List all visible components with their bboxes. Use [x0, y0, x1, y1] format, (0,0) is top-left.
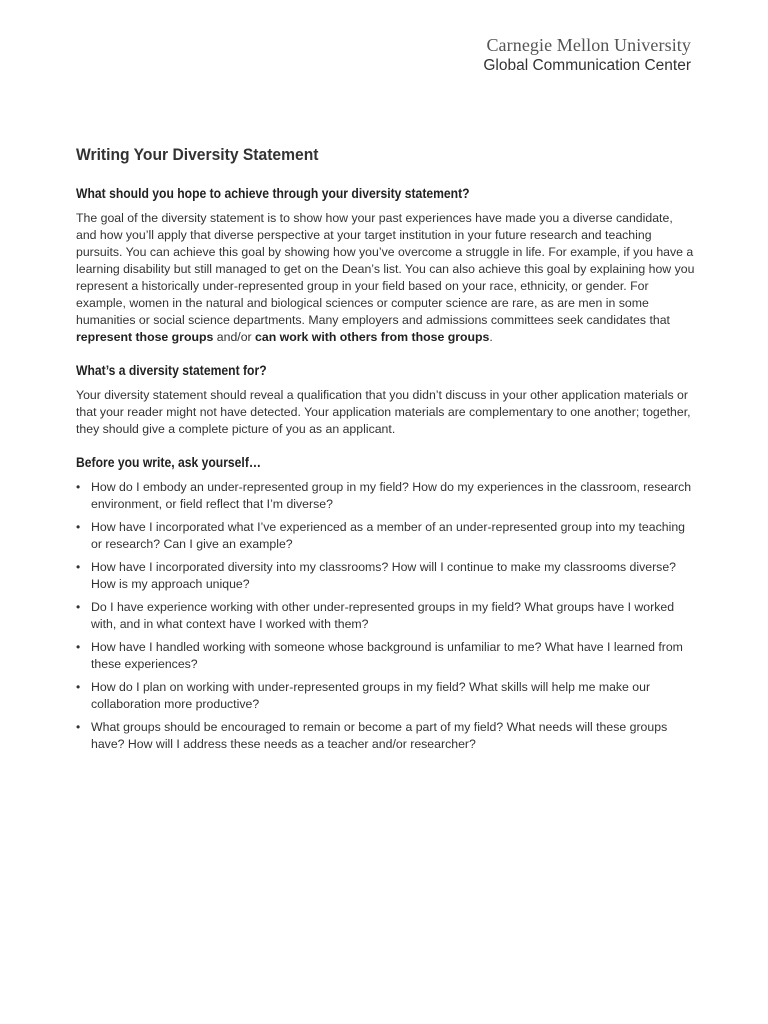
- list-item: [76, 519, 696, 553]
- bullet-icon: •: [76, 480, 81, 494]
- list-item: [76, 639, 696, 673]
- list-item-text: How have I incorporated diversity into my classrooms? How will I continue to make my classrooms diverse? How is my approach unique?: [91, 560, 677, 591]
- section-purpose: [76, 362, 696, 438]
- list-item-text: Do I have experience working with other under-represented groups in my field? What groups have I worked with, and in what context have I worked with them?: [91, 600, 675, 631]
- emphasis-text: can work with others from those groups: [255, 330, 490, 344]
- bullet-icon: •: [76, 640, 81, 654]
- paragraph-text: .: [489, 330, 493, 344]
- list-item: [76, 679, 696, 713]
- list-item-text: How do I plan on working with under-represented groups in my field? What skills will help me make our collaboration more productive?: [91, 680, 651, 711]
- list-item: [76, 719, 696, 753]
- section-paragraph: Your diversity statement should reveal a qualification that you didn’t discuss in your other application materials or that your reader might not have detected. Your application materials are complementary to one another; together, they should give a complete picture of you as an applicant.: [76, 388, 691, 436]
- section-heading: What’s a diversity statement for?: [76, 363, 267, 378]
- list-item-text: What groups should be encouraged to remain or become a part of my field? What needs will these groups have? How will I address these needs as a teacher and/or researcher?: [91, 720, 668, 751]
- paragraph-text: and/or: [213, 330, 256, 344]
- list-item: [76, 559, 696, 593]
- list-item-text: How have I handled working with someone whose background is unfamiliar to me? What have I learned from these experiences?: [91, 640, 683, 671]
- emphasis-text: represent those groups: [76, 330, 214, 344]
- bullet-icon: •: [76, 680, 81, 694]
- bullet-icon: •: [76, 720, 81, 734]
- section-questions: [76, 454, 696, 753]
- bullet-icon: •: [76, 600, 81, 614]
- section-heading: Before you write, ask yourself…: [76, 455, 262, 470]
- document-body: [76, 144, 696, 759]
- letterhead: [483, 34, 691, 76]
- center-name: Global Communication Center: [483, 57, 691, 74]
- bullet-icon: •: [76, 560, 81, 574]
- page-title: Writing Your Diversity Statement: [76, 145, 319, 164]
- list-item-text: How have I incorporated what I’ve experienced as a member of an under-represented group into my teaching or research? Can I give an example?: [91, 520, 686, 551]
- list-item-text: How do I embody an under-represented group in my field? How do my experiences in the classroom, research environment, or field reflect that I’m diverse?: [91, 480, 692, 511]
- question-list: [76, 479, 696, 753]
- list-item: [76, 479, 696, 513]
- paragraph-text: The goal of the diversity statement is to show how your past experiences have made you a diverse candidate, and how you’ll apply that diverse perspective at your target institution in your future research and teaching pursuits. You can achieve this goal by showing how you’ve overcome a struggle in life. For example, if you have a learning disability but still managed to get on the Dean’s list. You can also achieve this goal by explaining how you represent a historically under-represented group in your field based on your race, ethnicity, or gender. For example, women in the natural and biological sciences or computer science are rare, as are men in some humanities or social science departments. Many employers and admissions committees seek candidates that: [76, 211, 695, 327]
- section-heading: What should you hope to achieve through your diversity statement?: [76, 186, 470, 201]
- bullet-icon: •: [76, 520, 81, 534]
- university-name: Carnegie Mellon University: [486, 35, 691, 55]
- section-paragraph: [76, 210, 696, 346]
- section-goals: [76, 185, 696, 346]
- list-item: [76, 599, 696, 633]
